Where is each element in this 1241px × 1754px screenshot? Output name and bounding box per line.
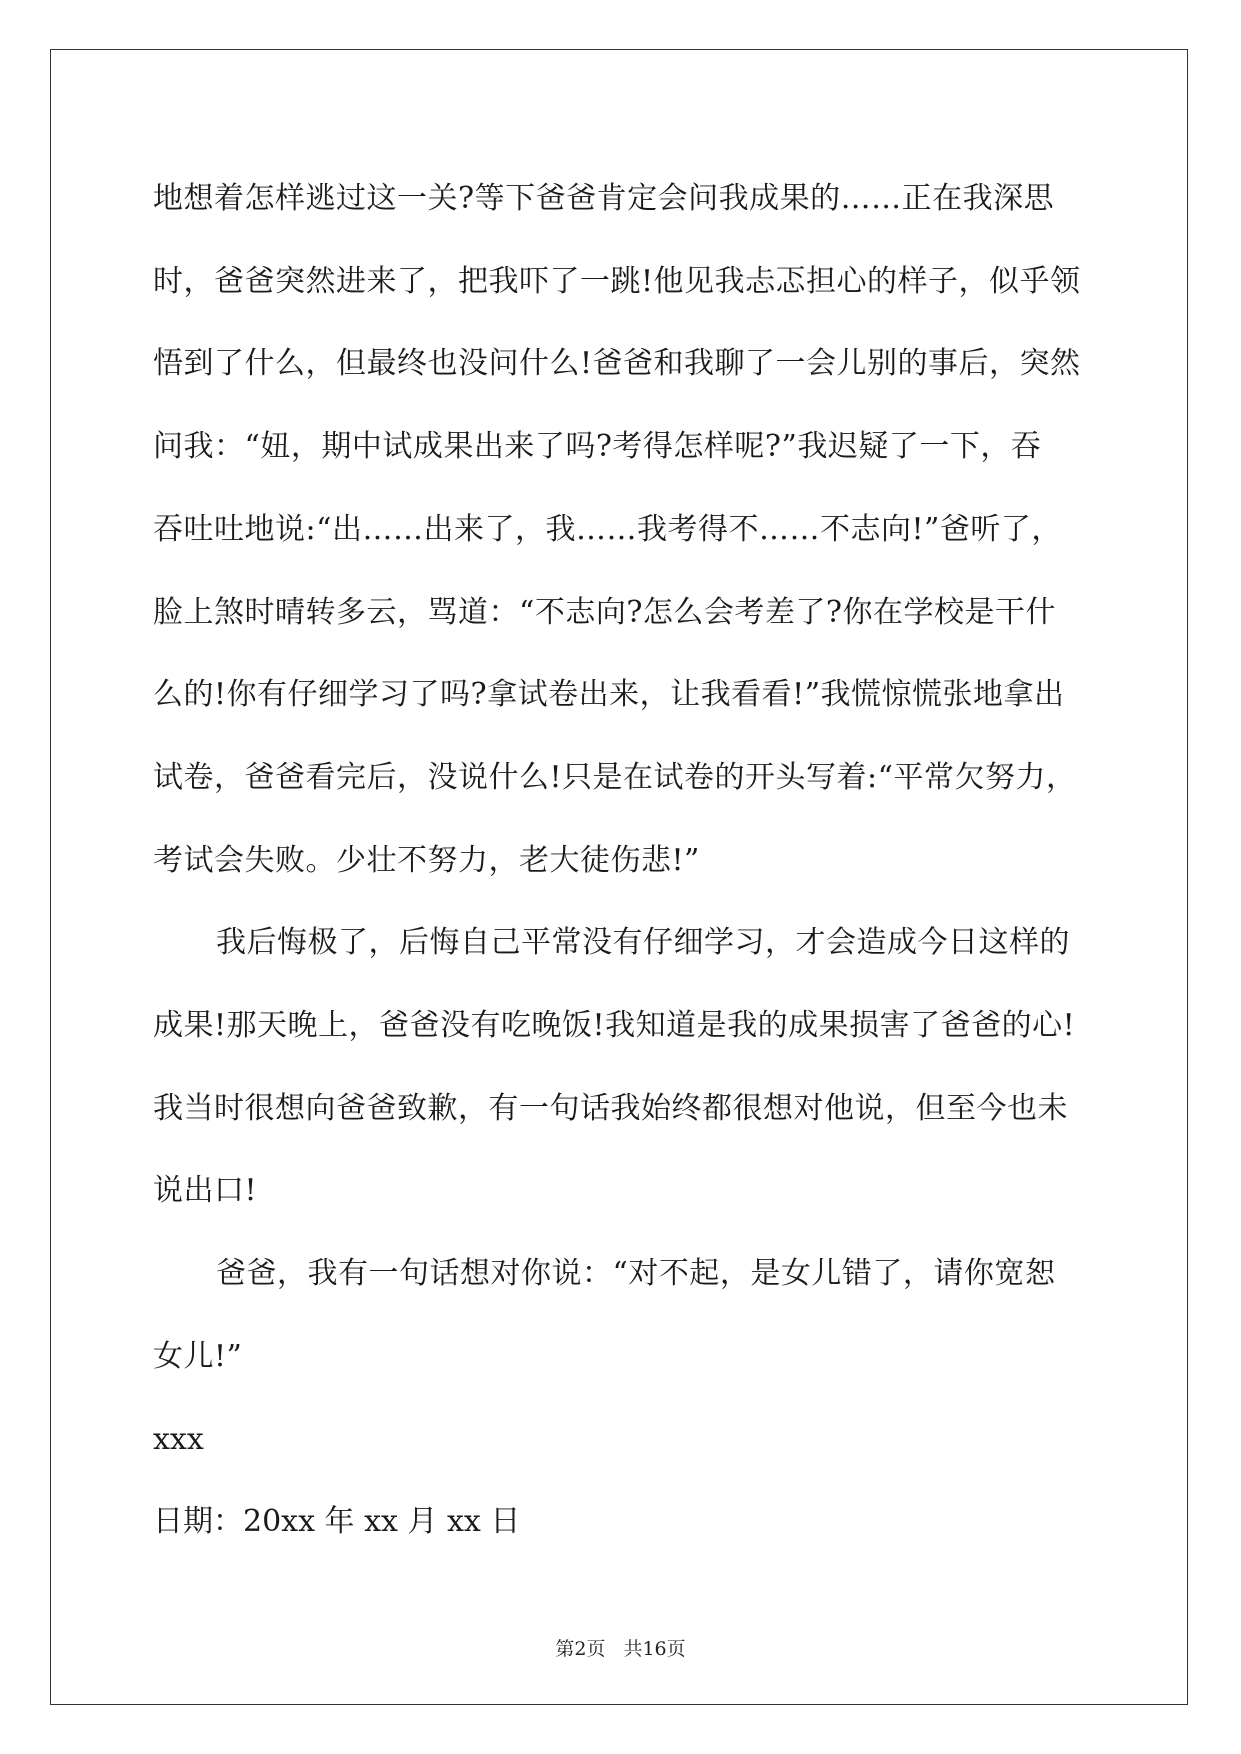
text-line: 脸上煞时晴转多云，骂道：“不志向?怎么会考差了?你在学校是干什: [153, 594, 1057, 630]
document-body: [153, 158, 1098, 1564]
paragraph-1: [153, 158, 1098, 902]
text-line: 我后悔极了，后悔自己平常没有仔细学习，才会造成今日这样的: [216, 925, 1070, 961]
text-line: 我当时很想向爸爸致歉，有一句话我始终都很想对他说，但至今也未: [153, 1090, 1068, 1126]
text-line: 么的!你有仔细学习了吗?拿试卷出来，让我看看!”我慌惊慌张地拿出: [153, 677, 1065, 713]
signature: xxx: [153, 1421, 204, 1457]
text-line: 成果!那天晚上，爸爸没有吃晚饭!我知道是我的成果损害了爸爸的心!: [153, 1008, 1076, 1044]
text-line: 地想着怎样逃过这一关?等下爸爸肯定会问我成果的……正在我深思: [153, 181, 1055, 216]
page-number-total: 共16页: [623, 1638, 686, 1660]
paragraph-2: [153, 902, 1098, 1233]
text-line: 女儿!”: [153, 1338, 243, 1374]
text-line: 问我：“妞，期中试成果出来了吗?考得怎样呢?”我迟疑了一下，吞: [153, 429, 1042, 465]
text-line: 试卷，爸爸看完后，没说什么!只是在试卷的开头写着:“平常欠努力，: [153, 759, 1077, 795]
page-footer: [0, 1634, 1241, 1661]
text-line: 爸爸，我有一句话想对你说：“对不起，是女儿错了，请你宽恕: [216, 1256, 1056, 1292]
text-line: 时，爸爸突然进来了，把我吓了一跳!他见我忐忑担心的样子，似乎领: [153, 263, 1081, 299]
text-line: 吞吐吐地说:“出……出来了，我……我考得不……不志向!”爸听了，: [153, 511, 1062, 547]
paragraph-3: [153, 1233, 1098, 1398]
page-number-current: 第2页: [555, 1638, 606, 1660]
text-line: 悟到了什么，但最终也没问什么!爸爸和我聊了一会儿别的事后，突然: [153, 346, 1081, 382]
date-line: 日期：20xx 年 xx 月 xx 日: [153, 1504, 521, 1540]
text-line: 说出口!: [153, 1173, 258, 1209]
text-line: 考试会失败。少壮不努力，老大徒伤悲!”: [153, 842, 700, 878]
